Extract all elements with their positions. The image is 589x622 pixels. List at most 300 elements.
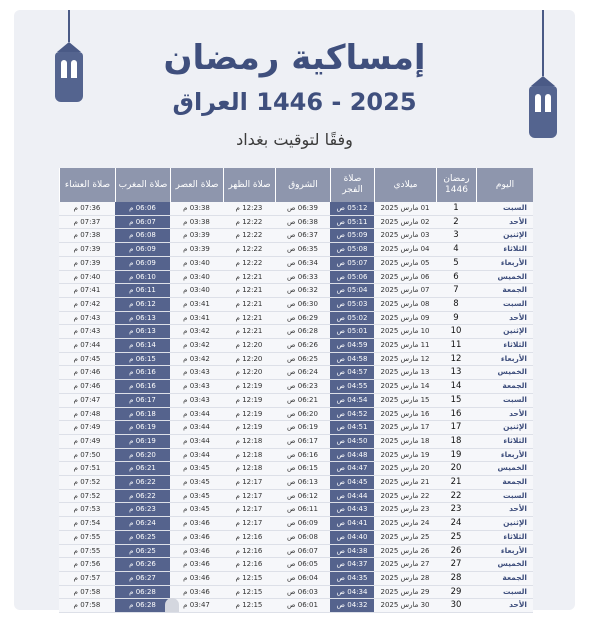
cell-maghrib: 06:14 م (115, 339, 170, 353)
cell-sunrise: 06:20 ص (275, 408, 330, 422)
cell-fajr: 04:35 ص (330, 572, 374, 586)
cell-asr: 03:42 م (170, 339, 223, 353)
header-gregorian: ميلادي (374, 168, 436, 202)
cell-sunrise: 06:30 ص (275, 298, 330, 312)
cell-ramadan-day: 30 (436, 599, 476, 613)
table-row (59, 517, 533, 531)
cell-isha: 07:52 م (59, 476, 115, 490)
cell-sunrise: 06:01 ص (275, 599, 330, 613)
cell-sunrise: 06:28 ص (275, 325, 330, 339)
cell-isha: 07:52 م (59, 490, 115, 504)
cell-asr: 03:45 م (170, 490, 223, 504)
table-row (59, 408, 533, 422)
cell-asr: 03:46 م (170, 558, 223, 572)
cell-isha: 07:50 م (59, 449, 115, 463)
cell-fajr: 04:40 ص (330, 531, 374, 545)
cell-maghrib: 06:18 م (115, 408, 170, 422)
cell-maghrib: 06:09 م (115, 243, 170, 257)
cell-gregorian-date: 11 مارس 2025 (374, 339, 436, 353)
cell-sunrise: 06:34 ص (275, 257, 330, 271)
cell-isha: 07:39 م (59, 257, 115, 271)
cell-day: الثلاثاء (476, 531, 533, 545)
table-row (59, 545, 533, 559)
cell-sunrise: 06:07 ص (275, 545, 330, 559)
cell-dhuhr: 12:18 م (223, 462, 275, 476)
cell-ramadan-day: 23 (436, 503, 476, 517)
cell-day: السبت (476, 586, 533, 600)
cell-day: الخميس (476, 271, 533, 285)
table-row (59, 462, 533, 476)
cell-ramadan-day: 7 (436, 284, 476, 298)
cell-gregorian-date: 23 مارس 2025 (374, 503, 436, 517)
table-row (59, 353, 533, 367)
cell-dhuhr: 12:15 م (223, 599, 275, 613)
cell-dhuhr: 12:17 م (223, 490, 275, 504)
cell-maghrib: 06:28 م (115, 599, 170, 613)
cell-dhuhr: 12:22 م (223, 216, 275, 230)
cell-maghrib: 06:06 م (115, 202, 170, 216)
cell-asr: 03:45 م (170, 503, 223, 517)
cell-fajr: 04:34 ص (330, 586, 374, 600)
cell-maghrib: 06:16 م (115, 380, 170, 394)
cell-fajr: 04:50 ص (330, 435, 374, 449)
cell-asr: 03:41 م (170, 298, 223, 312)
cell-maghrib: 06:22 م (115, 476, 170, 490)
cell-day: الثلاثاء (476, 339, 533, 353)
cell-sunrise: 06:32 ص (275, 284, 330, 298)
cell-fajr: 05:08 ص (330, 243, 374, 257)
cell-fajr: 05:04 ص (330, 284, 374, 298)
cell-ramadan-day: 19 (436, 449, 476, 463)
cell-ramadan-day: 28 (436, 572, 476, 586)
cell-maghrib: 06:22 م (115, 490, 170, 504)
cell-gregorian-date: 29 مارس 2025 (374, 586, 436, 600)
cell-ramadan-day: 2 (436, 216, 476, 230)
cell-asr: 03:44 م (170, 421, 223, 435)
cell-fajr: 04:54 ص (330, 394, 374, 408)
table-row (59, 490, 533, 504)
cell-fajr: 04:44 ص (330, 490, 374, 504)
cell-isha: 07:43 م (59, 325, 115, 339)
cell-ramadan-day: 16 (436, 408, 476, 422)
table-row (59, 257, 533, 271)
cell-ramadan-day: 13 (436, 366, 476, 380)
cell-asr: 03:42 م (170, 353, 223, 367)
cell-sunrise: 06:08 ص (275, 531, 330, 545)
cell-fajr: 05:12 ص (330, 202, 374, 216)
cell-ramadan-day: 24 (436, 517, 476, 531)
table-row (59, 449, 533, 463)
cell-sunrise: 06:24 ص (275, 366, 330, 380)
cell-fajr: 04:41 ص (330, 517, 374, 531)
cell-maghrib: 06:20 م (115, 449, 170, 463)
cell-ramadan-day: 22 (436, 490, 476, 504)
cell-sunrise: 06:15 ص (275, 462, 330, 476)
cell-fajr: 05:03 ص (330, 298, 374, 312)
cell-fajr: 04:47 ص (330, 462, 374, 476)
header-asr: صلاة العصر (170, 168, 223, 202)
cell-gregorian-date: 28 مارس 2025 (374, 572, 436, 586)
cell-fajr: 04:52 ص (330, 408, 374, 422)
cell-isha: 07:54 م (59, 517, 115, 531)
cell-dhuhr: 12:19 م (223, 380, 275, 394)
table-row (59, 572, 533, 586)
cell-dhuhr: 12:22 م (223, 229, 275, 243)
cell-dhuhr: 12:20 م (223, 353, 275, 367)
cell-maghrib: 06:25 م (115, 531, 170, 545)
cell-gregorian-date: 08 مارس 2025 (374, 298, 436, 312)
cell-day: الإثنين (476, 325, 533, 339)
cell-sunrise: 06:38 ص (275, 216, 330, 230)
cell-dhuhr: 12:21 م (223, 271, 275, 285)
cell-asr: 03:42 م (170, 325, 223, 339)
cell-gregorian-date: 07 مارس 2025 (374, 284, 436, 298)
cell-asr: 03:43 م (170, 380, 223, 394)
cell-sunrise: 06:23 ص (275, 380, 330, 394)
cell-day: الأحد (476, 503, 533, 517)
cell-sunrise: 06:13 ص (275, 476, 330, 490)
cell-sunrise: 06:17 ص (275, 435, 330, 449)
cell-sunrise: 06:05 ص (275, 558, 330, 572)
table-row (59, 366, 533, 380)
cell-gregorian-date: 26 مارس 2025 (374, 545, 436, 559)
cell-isha: 07:55 م (59, 531, 115, 545)
cell-fajr: 05:09 ص (330, 229, 374, 243)
cell-asr: 03:45 م (170, 476, 223, 490)
cell-dhuhr: 12:20 م (223, 339, 275, 353)
header-sunrise: الشروق (275, 168, 330, 202)
cell-dhuhr: 12:19 م (223, 394, 275, 408)
cell-isha: 07:49 م (59, 435, 115, 449)
cell-day: الخميس (476, 366, 533, 380)
cell-asr: 03:43 م (170, 394, 223, 408)
table-row (59, 216, 533, 230)
cell-sunrise: 06:11 ص (275, 503, 330, 517)
cell-day: الإثنين (476, 421, 533, 435)
cell-asr: 03:41 م (170, 312, 223, 326)
cell-day: الجمعة (476, 380, 533, 394)
cell-asr: 03:46 م (170, 531, 223, 545)
cell-sunrise: 06:03 ص (275, 586, 330, 600)
cell-maghrib: 06:24 م (115, 517, 170, 531)
cell-asr: 03:46 م (170, 572, 223, 586)
cell-ramadan-day: 14 (436, 380, 476, 394)
table-row (59, 298, 533, 312)
cell-ramadan-day: 25 (436, 531, 476, 545)
cell-day: السبت (476, 394, 533, 408)
cell-asr: 03:38 م (170, 202, 223, 216)
cell-isha: 07:41 م (59, 284, 115, 298)
cell-gregorian-date: 15 مارس 2025 (374, 394, 436, 408)
cell-day: الخميس (476, 462, 533, 476)
cell-asr: 03:46 م (170, 586, 223, 600)
cell-fajr: 05:06 ص (330, 271, 374, 285)
cell-asr: 03:38 م (170, 216, 223, 230)
cell-asr: 03:40 م (170, 271, 223, 285)
cell-day: الأحد (476, 408, 533, 422)
table-row (59, 503, 533, 517)
table-row (59, 599, 533, 613)
cell-fajr: 05:11 ص (330, 216, 374, 230)
cell-day: السبت (476, 298, 533, 312)
cell-maghrib: 06:16 م (115, 366, 170, 380)
cell-maghrib: 06:07 م (115, 216, 170, 230)
cell-fajr: 04:32 ص (330, 599, 374, 613)
cell-sunrise: 06:12 ص (275, 490, 330, 504)
cell-asr: 03:44 م (170, 449, 223, 463)
cell-ramadan-day: 15 (436, 394, 476, 408)
cell-ramadan-day: 29 (436, 586, 476, 600)
cell-maghrib: 06:13 م (115, 312, 170, 326)
cell-fajr: 04:37 ص (330, 558, 374, 572)
cell-isha: 07:45 م (59, 353, 115, 367)
cell-isha: 07:56 م (59, 558, 115, 572)
cell-fajr: 04:48 ص (330, 449, 374, 463)
cell-dhuhr: 12:17 م (223, 503, 275, 517)
cell-ramadan-day: 1 (436, 202, 476, 216)
table-row (59, 229, 533, 243)
table-row (59, 380, 533, 394)
cell-isha: 07:43 م (59, 312, 115, 326)
cell-dhuhr: 12:16 م (223, 558, 275, 572)
cell-dhuhr: 12:18 م (223, 435, 275, 449)
cell-dhuhr: 12:22 م (223, 243, 275, 257)
table-body (59, 202, 533, 613)
table-row (59, 271, 533, 285)
cell-ramadan-day: 5 (436, 257, 476, 271)
cell-maghrib: 06:19 م (115, 435, 170, 449)
cell-ramadan-day: 21 (436, 476, 476, 490)
timezone-note: وفقًا لتوقيت بغداد (236, 130, 353, 149)
cell-sunrise: 06:09 ص (275, 517, 330, 531)
cell-day: الثلاثاء (476, 243, 533, 257)
cell-day: السبت (476, 202, 533, 216)
cell-fajr: 04:45 ص (330, 476, 374, 490)
cell-sunrise: 06:26 ص (275, 339, 330, 353)
cell-isha: 07:36 م (59, 202, 115, 216)
page-title: إمساكية رمضان (163, 38, 426, 78)
cell-gregorian-date: 20 مارس 2025 (374, 462, 436, 476)
header-dhuhr: صلاة الظهر (223, 168, 275, 202)
cell-maghrib: 06:23 م (115, 503, 170, 517)
prayer-times-table (59, 168, 533, 613)
header-isha: صلاة العشاء (59, 168, 115, 202)
cell-isha: 07:49 م (59, 421, 115, 435)
cell-ramadan-day: 8 (436, 298, 476, 312)
cell-sunrise: 06:29 ص (275, 312, 330, 326)
year-country-title: 2025 - 1446 العراق (172, 88, 417, 116)
cell-gregorian-date: 22 مارس 2025 (374, 490, 436, 504)
cell-maghrib: 06:25 م (115, 545, 170, 559)
cell-fajr: 04:55 ص (330, 380, 374, 394)
cell-gregorian-date: 05 مارس 2025 (374, 257, 436, 271)
cell-fajr: 04:57 ص (330, 366, 374, 380)
cell-isha: 07:58 م (59, 586, 115, 600)
cell-day: الأربعاء (476, 257, 533, 271)
cell-isha: 07:47 م (59, 394, 115, 408)
cell-fajr: 05:01 ص (330, 325, 374, 339)
cell-gregorian-date: 21 مارس 2025 (374, 476, 436, 490)
cell-maghrib: 06:26 م (115, 558, 170, 572)
cell-maghrib: 06:12 م (115, 298, 170, 312)
cell-maghrib: 06:09 م (115, 257, 170, 271)
cell-asr: 03:46 م (170, 517, 223, 531)
cell-dhuhr: 12:23 م (223, 202, 275, 216)
cell-fajr: 04:38 ص (330, 545, 374, 559)
cell-ramadan-day: 18 (436, 435, 476, 449)
cell-ramadan-day: 3 (436, 229, 476, 243)
cell-gregorian-date: 10 مارس 2025 (374, 325, 436, 339)
cell-dhuhr: 12:17 م (223, 517, 275, 531)
cell-isha: 07:51 م (59, 462, 115, 476)
cell-gregorian-date: 13 مارس 2025 (374, 366, 436, 380)
cell-sunrise: 06:39 ص (275, 202, 330, 216)
table-row (59, 325, 533, 339)
header-ramadan: رمضان 1446 (436, 168, 476, 202)
cell-isha: 07:38 م (59, 229, 115, 243)
mosque-dome-icon (165, 598, 179, 612)
cell-gregorian-date: 16 مارس 2025 (374, 408, 436, 422)
cell-day: الجمعة (476, 284, 533, 298)
cell-sunrise: 06:19 ص (275, 421, 330, 435)
cell-maghrib: 06:11 م (115, 284, 170, 298)
cell-maghrib: 06:10 م (115, 271, 170, 285)
table-row (59, 312, 533, 326)
cell-dhuhr: 12:20 م (223, 366, 275, 380)
cell-dhuhr: 12:19 م (223, 421, 275, 435)
cell-gregorian-date: 30 مارس 2025 (374, 599, 436, 613)
cell-asr: 03:46 م (170, 545, 223, 559)
cell-dhuhr: 12:21 م (223, 325, 275, 339)
cell-isha: 07:48 م (59, 408, 115, 422)
cell-isha: 07:39 م (59, 243, 115, 257)
cell-gregorian-date: 02 مارس 2025 (374, 216, 436, 230)
cell-asr: 03:43 م (170, 366, 223, 380)
cell-isha: 07:44 م (59, 339, 115, 353)
cell-dhuhr: 12:21 م (223, 298, 275, 312)
cell-ramadan-day: 6 (436, 271, 476, 285)
cell-dhuhr: 12:17 م (223, 476, 275, 490)
cell-gregorian-date: 12 مارس 2025 (374, 353, 436, 367)
cell-day: الخميس (476, 558, 533, 572)
cell-gregorian-date: 06 مارس 2025 (374, 271, 436, 285)
cell-maghrib: 06:17 م (115, 394, 170, 408)
cell-isha: 07:55 م (59, 545, 115, 559)
cell-day: الإثنين (476, 517, 533, 531)
cell-ramadan-day: 12 (436, 353, 476, 367)
cell-asr: 03:39 م (170, 243, 223, 257)
cell-day: الجمعة (476, 476, 533, 490)
cell-gregorian-date: 18 مارس 2025 (374, 435, 436, 449)
cell-isha: 07:37 م (59, 216, 115, 230)
cell-sunrise: 06:33 ص (275, 271, 330, 285)
cell-fajr: 04:59 ص (330, 339, 374, 353)
cell-maghrib: 06:19 م (115, 421, 170, 435)
cell-asr: 03:44 م (170, 435, 223, 449)
cell-gregorian-date: 03 مارس 2025 (374, 229, 436, 243)
cell-day: الأربعاء (476, 353, 533, 367)
cell-dhuhr: 12:21 م (223, 284, 275, 298)
header-day: اليوم (476, 168, 533, 202)
cell-day: الأحد (476, 216, 533, 230)
cell-day: الجمعة (476, 572, 533, 586)
cell-maghrib: 06:27 م (115, 572, 170, 586)
cell-gregorian-date: 25 مارس 2025 (374, 531, 436, 545)
cell-gregorian-date: 09 مارس 2025 (374, 312, 436, 326)
cell-fajr: 04:43 ص (330, 503, 374, 517)
cell-fajr: 04:51 ص (330, 421, 374, 435)
cell-maghrib: 06:15 م (115, 353, 170, 367)
cell-ramadan-day: 9 (436, 312, 476, 326)
cell-fajr: 05:07 ص (330, 257, 374, 271)
cell-isha: 07:40 م (59, 271, 115, 285)
table-row (59, 531, 533, 545)
table-row (59, 586, 533, 600)
cell-gregorian-date: 24 مارس 2025 (374, 517, 436, 531)
cell-ramadan-day: 4 (436, 243, 476, 257)
cell-day: الأحد (476, 599, 533, 613)
cell-sunrise: 06:35 ص (275, 243, 330, 257)
cell-gregorian-date: 14 مارس 2025 (374, 380, 436, 394)
cell-isha: 07:42 م (59, 298, 115, 312)
cell-asr: 03:45 م (170, 462, 223, 476)
cell-day: الأربعاء (476, 449, 533, 463)
table-row (59, 421, 533, 435)
cell-fajr: 04:58 ص (330, 353, 374, 367)
table-row (59, 284, 533, 298)
cell-ramadan-day: 20 (436, 462, 476, 476)
cell-isha: 07:58 م (59, 599, 115, 613)
cell-day: الأربعاء (476, 545, 533, 559)
cell-maghrib: 06:28 م (115, 586, 170, 600)
cell-maghrib: 06:08 م (115, 229, 170, 243)
cell-isha: 07:57 م (59, 572, 115, 586)
cell-isha: 07:46 م (59, 366, 115, 380)
cell-sunrise: 06:21 ص (275, 394, 330, 408)
cell-asr: 03:39 م (170, 229, 223, 243)
cell-ramadan-day: 11 (436, 339, 476, 353)
cell-maghrib: 06:21 م (115, 462, 170, 476)
table-row (59, 202, 533, 216)
header-maghrib: صلاة المغرب (115, 168, 170, 202)
cell-maghrib: 06:13 م (115, 325, 170, 339)
cell-day: الأحد (476, 312, 533, 326)
cell-sunrise: 06:25 ص (275, 353, 330, 367)
table-row (59, 339, 533, 353)
cell-asr: 03:40 م (170, 257, 223, 271)
table-row (59, 435, 533, 449)
cell-day: الإثنين (476, 229, 533, 243)
cell-ramadan-day: 17 (436, 421, 476, 435)
cell-day: الثلاثاء (476, 435, 533, 449)
table-header-row (59, 168, 533, 202)
table-row (59, 558, 533, 572)
cell-asr: 03:47 م (170, 599, 223, 613)
cell-gregorian-date: 17 مارس 2025 (374, 421, 436, 435)
cell-asr: 03:40 م (170, 284, 223, 298)
cell-dhuhr: 12:15 م (223, 586, 275, 600)
cell-ramadan-day: 26 (436, 545, 476, 559)
table-row (59, 394, 533, 408)
cell-dhuhr: 12:16 م (223, 545, 275, 559)
cell-sunrise: 06:04 ص (275, 572, 330, 586)
table-row (59, 243, 533, 257)
cell-fajr: 05:02 ص (330, 312, 374, 326)
cell-asr: 03:44 م (170, 408, 223, 422)
cell-isha: 07:46 م (59, 380, 115, 394)
cell-dhuhr: 12:19 م (223, 408, 275, 422)
cell-ramadan-day: 10 (436, 325, 476, 339)
